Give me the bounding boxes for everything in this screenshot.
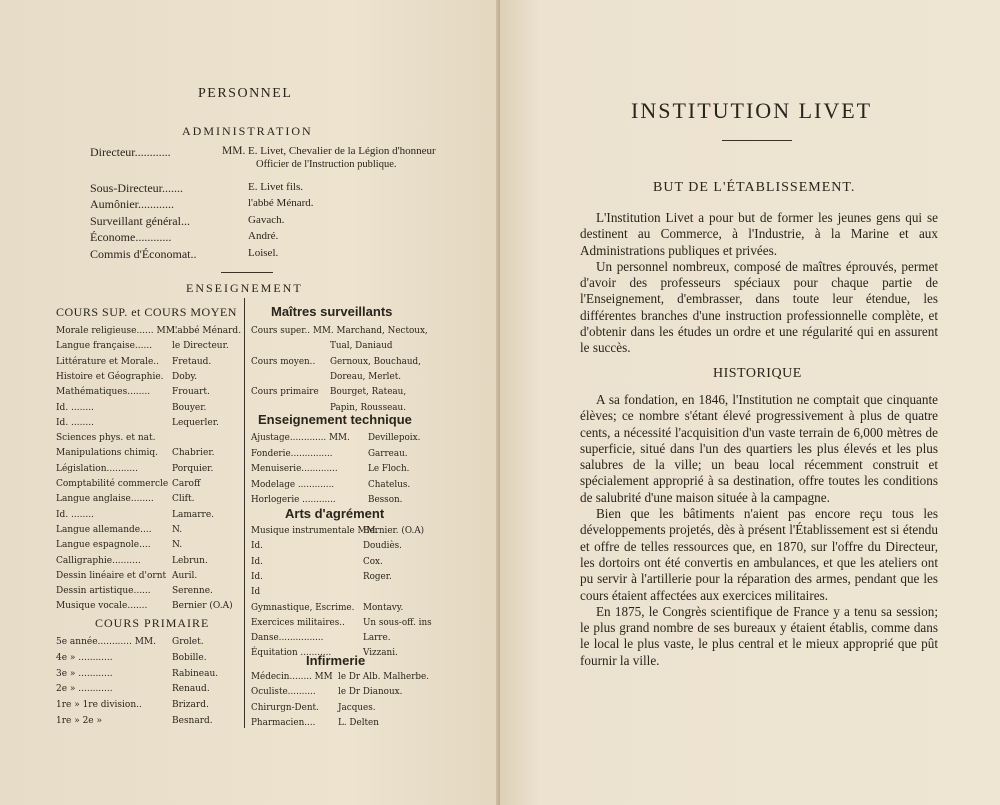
cours_primaire-name: Bobille. [172, 652, 207, 663]
technique-name: Le Floch. [368, 464, 410, 474]
cours_primaire-name: Besnard. [172, 716, 213, 726]
cours_primaire-label: 3e » ............ [56, 668, 113, 679]
cours_sup-label: Id. ........ [56, 417, 94, 428]
cours_sup-name: Bernier (O.A) [172, 601, 233, 612]
technique-title: Enseignement technique [258, 412, 412, 427]
technique-label: Fonderie............... [251, 448, 333, 459]
arts-label: Équitation ........... [251, 648, 332, 659]
cours-sup-title: COURS SUP. et COURS MOYEN [56, 305, 237, 319]
technique-name: Garreau. [368, 448, 408, 459]
arts-label: Id. [251, 556, 263, 567]
maitres-label: Cours moyen.. [251, 356, 316, 367]
cours_sup-name: N. [172, 524, 183, 535]
cours_sup-name: Doby. [172, 371, 198, 382]
arts-label: Musique instrumentale MM. [251, 526, 379, 536]
infirmerie-name: le Dr Alb. Malherbe. [338, 672, 430, 682]
cours_sup-label: Dessin artistique...... [56, 586, 151, 597]
cours_sup-name: Serenne. [172, 586, 213, 597]
paragraph: Un personnel nombreux, composé de maîtres éprouvés, permet d'avoir des professeurs spéciaux pour chaque partie de l'Enseignement, d'embrasser, dans toute leur étendue, les différentes branches d'une instruction professionnelle complète, et d'obtenir dans les études un ordre et une régularité qui en assurent le succès. [580, 258, 938, 356]
historique-title: HISTORIQUE [713, 366, 802, 381]
cours_primaire-label: 2e » ............ [56, 684, 113, 695]
infirmerie-label: Pharmacien.... [251, 717, 316, 728]
cours_sup-name: Lamarre. [172, 509, 215, 520]
technique-label: Modelage ............. [251, 479, 335, 490]
title-rule [722, 140, 792, 141]
admin-role: Sous-Directeur....... [90, 181, 183, 195]
arts-name: Montavy. [363, 602, 404, 613]
paragraph: L'Institution Livet a pour but de former les jeunes gens qui se destinent au Commerce, à l'Industrie, à la Marine et aux Administrations publiques et privées. [580, 210, 938, 258]
but-text [580, 210, 938, 357]
admin-name: E. Livet, Chevalier de la Légion d'honneur [248, 145, 436, 157]
cours_sup-name: Frouart. [172, 387, 210, 398]
cours_sup-label: Histoire et Géographie. [56, 371, 164, 382]
cours_primaire-name: Grolet. [172, 637, 204, 647]
arts-name: Vizzani. [363, 648, 398, 659]
cours_primaire-label: 1re » 2e » [56, 716, 103, 726]
cours_sup-name: Auril. [172, 570, 198, 581]
arts-name: Un sous-off. ins [363, 617, 432, 628]
maitres-name: Bourget, Rateau, [330, 387, 407, 398]
arts-label: Exercices militaires.. [251, 617, 345, 628]
personnel-title: PERSONNEL [198, 86, 293, 101]
cours_sup-label: Comptabilité commercle [56, 479, 169, 489]
technique-label: Horlogerie ............ [251, 495, 336, 505]
infirmerie-name: le Dr Dianoux. [338, 687, 403, 698]
column-divider [244, 298, 245, 728]
cours_sup-name: Fretaud. [172, 356, 212, 367]
admin-name: Loisel. [248, 247, 279, 259]
technique-name: Devillepoix. [368, 433, 421, 443]
cours_sup-name: Lequerler. [172, 417, 219, 428]
cours_sup-label: Langue anglaise........ [56, 494, 154, 505]
admin-role: Commis d'Économat.. [90, 247, 197, 261]
cours_sup-name: Chabrier. [172, 448, 215, 459]
infirmerie-label: Oculiste.......... [251, 687, 316, 698]
arts-label: Id. [251, 541, 263, 552]
cours_primaire-name: Rabineau. [172, 668, 219, 679]
cours_sup-label: Langue française...... [56, 341, 153, 352]
cours_sup-label: Calligraphie.......... [56, 555, 141, 566]
maitres-name: Papin, Rousseau. [330, 402, 406, 413]
cours_primaire-name: Renaud. [172, 684, 210, 695]
maitres-title: Maîtres surveillants [271, 304, 393, 319]
cours_primaire-label: 5e année............ MM. [56, 637, 157, 647]
cours_primaire-name: Brizard. [172, 700, 209, 711]
infirmerie-title: Infirmerie [306, 653, 366, 668]
admin-role: Aumônier............ [90, 197, 174, 211]
technique-name: Besson. [368, 495, 403, 505]
administration-title: ADMINISTRATION [182, 124, 313, 138]
cours_sup-label: Législation........... [56, 463, 138, 474]
admin-mm: MM. [222, 145, 246, 157]
cours_sup-name: Bouyer. [172, 402, 207, 413]
cours_sup-name: N. [172, 540, 183, 551]
divider [221, 272, 273, 273]
maitres-label: Cours primaire [251, 387, 319, 398]
cours_sup-name: Porquier. [172, 463, 214, 474]
cours_sup-label: Manipulations chimiq. [56, 448, 158, 459]
institution-title: INSTITUTION LIVET [631, 98, 873, 123]
cours_sup-label: Id. ........ [56, 509, 94, 520]
cours_sup-label: Sciences phys. et nat. [56, 433, 156, 444]
historique-text [580, 392, 938, 669]
technique-label: Menuiserie............. [251, 464, 338, 474]
cours_primaire-label: 4e » ............ [56, 652, 113, 663]
admin-role: Directeur............ [90, 145, 171, 159]
paragraph: En 1875, le Congrès scientifique de France y a tenu sa session; le plus grand nombre de ses bureaux y étaient établis, comme dans le local le plus vaste, le plus central et le mieux approprié que pût fournir la ville. [580, 603, 938, 668]
cours_sup-label: Langue espagnole.... [56, 540, 151, 551]
infirmerie-name: Jacques. [338, 702, 376, 713]
admin-name: André. [248, 230, 279, 242]
cours_sup-label: Dessin linéaire et d'ornt [56, 570, 167, 581]
arts-name: Roger. [363, 571, 392, 582]
cours_sup-label: Mathématiques........ [56, 387, 151, 398]
cours_sup-label: Littérature et Morale.. [56, 356, 160, 367]
cours_primaire-label: 1re » 1re division.. [56, 700, 142, 711]
infirmerie-label: Chirurgn-Dent. [251, 702, 319, 713]
paragraph: Bien que les bâtiments n'aient pas encore reçu tous les développements projetés, dès à présent l'Établissement est si étendu et offre de telles ressources que, en 1870, sur l'offre du Directeur, les dortoirs ont été convertis en ambulances, et que les ateliers ont pu servir à l'artillerie pour la réparation des armes, pendant que les cours étaient affectées aux exercices militaires. [580, 506, 938, 603]
maitres-label: Cours super.. MM. Marchand, Nectoux, [251, 326, 428, 336]
arts-label: Id. [251, 571, 263, 582]
infirmerie-label: Médecin........ MM [251, 672, 333, 682]
technique-label: Ajustage............. MM. [251, 433, 350, 443]
arts-name: Larre. [363, 633, 391, 644]
maitres-name: Doreau, Merlet. [330, 371, 402, 382]
cours_sup-name: l'abbé Ménard. [172, 326, 242, 336]
arts-name: Doudiès. [363, 541, 402, 552]
cours_sup-label: Id. ........ [56, 402, 94, 413]
admin-name-line2: Officier de l'Instruction publique. [256, 159, 397, 170]
admin-role: Économe............ [90, 230, 172, 244]
cours_sup-name: Clift. [172, 494, 195, 505]
cours-primaire-title: COURS PRIMAIRE [95, 616, 210, 630]
but-title: BUT DE L'ÉTABLISSEMENT. [653, 180, 856, 195]
cours_sup-name: Caroff [172, 479, 201, 489]
admin-name: l'abbé Ménard. [248, 197, 314, 209]
cours_sup-name: Lebrun. [172, 555, 208, 566]
cours_sup-name: le Directeur. [172, 341, 229, 352]
arts-label: Gymnastique, Escrime. [251, 602, 355, 613]
cours_sup-label: Morale religieuse...... MM. [56, 326, 178, 336]
arts-label: Danse................ [251, 633, 324, 644]
cours_sup-label: Langue allemande.... [56, 524, 152, 535]
technique-name: Chatelus. [368, 479, 411, 490]
cours_sup-label: Musique vocale....... [56, 601, 148, 612]
enseignement-title: ENSEIGNEMENT [186, 281, 303, 295]
admin-role: Surveillant général... [90, 214, 190, 228]
maitres-name: Tual, Daniaud [330, 341, 393, 352]
admin-name: Gavach. [248, 214, 285, 226]
arts-name: Cox. [363, 556, 383, 567]
infirmerie-name: L. Delten [338, 717, 379, 728]
arts-name: Bernier. (O.A) [363, 526, 425, 536]
arts-label: Id [251, 587, 261, 598]
maitres-name: Gernoux, Bouchaud, [330, 356, 421, 367]
admin-name: E. Livet fils. [248, 181, 303, 193]
paragraph: A sa fondation, en 1846, l'Institution ne comptait que cinquante élèves; ce nombre s'étant élevé progressivement à plus de quatre cents, a nécessité l'acquisition d'un vaste terrain de 6,000 mètres de superficie, situé dans l'un des quartiers les plus élevés et les plus salubres de la ville; un beau local récemment construit et spécialement approprié à sa destination, offre toutes les conditions de salubrité d'une maison située à la campagne. [580, 392, 938, 505]
arts-title: Arts d'agrément [285, 506, 385, 521]
